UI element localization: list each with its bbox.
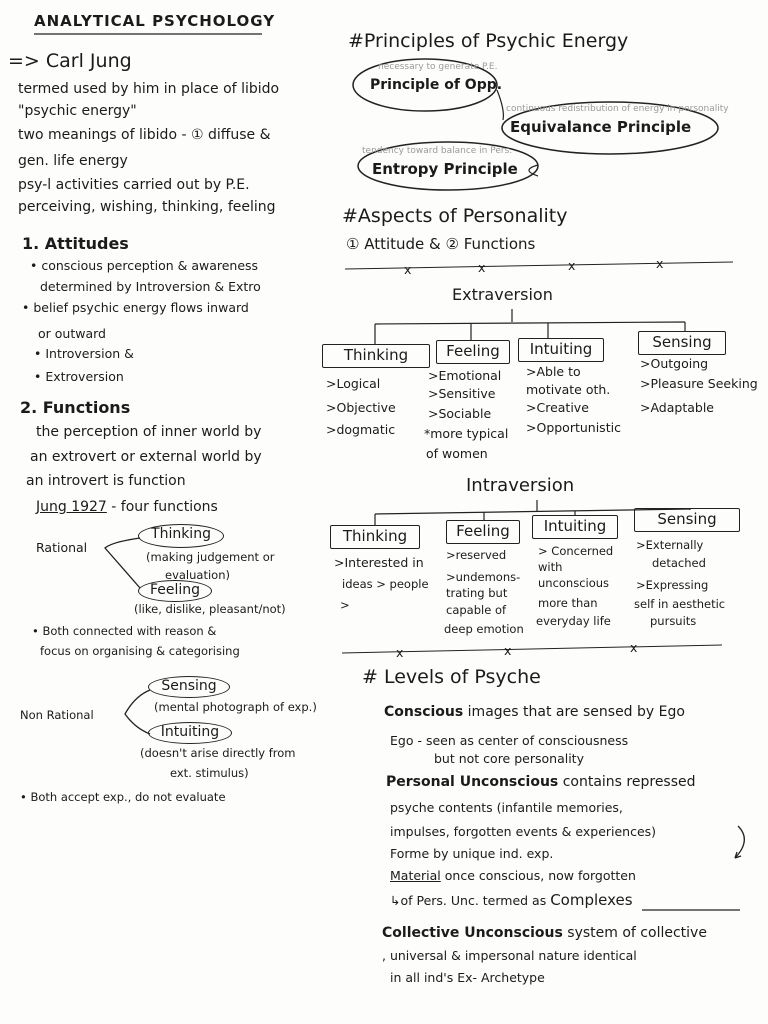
intra-thinking-trait: > — [340, 598, 350, 612]
functions-line: an introvert is function — [26, 473, 186, 489]
thinking-desc: evaluation) — [165, 568, 230, 582]
extra-intuiting-trait: >Able to — [526, 364, 581, 379]
attitudes-line: • Extroversion — [34, 369, 124, 384]
conscious-line: Conscious images that are sensed by Ego — [384, 704, 685, 720]
divider-mark: x — [630, 640, 638, 655]
intuiting-desc: (doesn't arise directly from — [140, 746, 296, 760]
intra-sensing-trait: >Expressing — [636, 578, 709, 592]
divider-mark: x — [568, 258, 576, 273]
aspects-line: ① Attitude & ② Functions — [346, 235, 536, 253]
thinking-oval: Thinking — [138, 524, 224, 548]
extra-intuiting-trait: motivate oth. — [526, 382, 611, 397]
intra-intuiting-trait: more than — [538, 596, 598, 610]
rational-label: Rational — [36, 540, 88, 555]
extra-thinking-trait: >Logical — [326, 376, 381, 391]
intuiting-oval: Intuiting — [148, 722, 232, 744]
intra-thinking-box: Thinking — [330, 525, 420, 549]
material-line: Material once conscious, now forgotten — [390, 868, 636, 883]
ego-line: but not core personality — [434, 751, 584, 766]
extra-feeling-trait: *more typical — [424, 426, 509, 441]
divider-mark: x — [396, 645, 404, 660]
intra-intuiting-trait: unconscious — [538, 576, 610, 590]
extra-sensing-trait: >Outgoing — [640, 356, 709, 371]
intro-line: two meanings of libido - ① diffuse & — [18, 127, 271, 143]
attitudes-line: determined by Introversion & Extro — [40, 279, 261, 294]
intro-line: psy-l activities carried out by P.E. — [18, 177, 250, 193]
principle-equivalence: Equivalance Principle — [510, 118, 692, 136]
intro-line: termed used by him in place of libido — [18, 81, 280, 97]
intra-sensing-trait: >Externally — [636, 538, 704, 552]
extraversion-title: Extraversion — [452, 285, 553, 304]
intro-line: perceiving, wishing, thinking, feeling — [18, 199, 276, 215]
extra-feeling-trait: >Emotional — [428, 368, 502, 383]
personal-line: Forme by unique ind. exp. — [390, 846, 554, 861]
intra-feeling-box: Feeling — [446, 520, 520, 544]
rational-note: • Both connected with reason & — [32, 624, 217, 638]
functions-heading: 2. Functions — [20, 398, 131, 417]
intra-feeling-trait: capable of — [446, 603, 507, 617]
sensing-desc: (mental photograph of exp.) — [154, 700, 317, 714]
intra-feeling-trait: >undemons- — [446, 570, 521, 584]
attitudes-line: or outward — [38, 326, 106, 341]
principle-note: necessary to generate P.E. — [378, 62, 498, 72]
principle-opposites: Principle of Opp. — [370, 77, 503, 93]
intuiting-desc: ext. stimulus) — [170, 766, 249, 780]
intra-intuiting-trait: everyday life — [536, 614, 611, 628]
extra-thinking-box: Thinking — [322, 344, 430, 368]
intro-line: gen. life energy — [18, 153, 128, 169]
principle-entropy: Entropy Principle — [372, 160, 518, 178]
rational-note: focus on organising & categorising — [40, 644, 240, 658]
personal-line: psyche contents (infantile memories, — [390, 800, 623, 815]
intro-line: "psychic energy" — [18, 103, 137, 119]
intra-intuiting-trait: with — [538, 560, 563, 574]
functions-line: the perception of inner world by — [36, 424, 262, 440]
collective-unconscious-line: Collective Unconscious system of collective — [382, 925, 707, 941]
author-heading: => Carl Jung — [8, 50, 132, 72]
feeling-oval: Feeling — [138, 580, 212, 602]
divider-mark: x — [478, 260, 486, 275]
personal-unconscious-line: Personal Unconscious contains repressed — [386, 774, 696, 790]
personal-line: impulses, forgotten events & experiences) — [390, 824, 657, 839]
extra-feeling-trait: of women — [426, 446, 488, 461]
complexes-line: ↳of Pers. Unc. termed as Complexes — [390, 891, 633, 909]
extra-thinking-trait: >Objective — [326, 400, 396, 415]
page-title: ANALYTICAL PSYCHOLOGY — [34, 12, 276, 30]
divider-mark: x — [504, 643, 512, 658]
levels-heading: # Levels of Psyche — [362, 666, 541, 688]
intra-sensing-trait: detached — [652, 556, 706, 570]
jung-line: Jung 1927 - four functions — [36, 499, 218, 515]
extra-thinking-trait: >dogmatic — [326, 422, 396, 437]
extra-intuiting-box: Intuiting — [518, 338, 604, 362]
feeling-desc: (like, dislike, pleasant/not) — [134, 602, 286, 616]
extra-sensing-box: Sensing — [638, 331, 726, 355]
nonrational-label: Non Rational — [20, 708, 94, 722]
attitudes-line: • conscious perception & awareness — [30, 258, 259, 273]
intra-feeling-trait: trating but — [446, 586, 508, 600]
intraversion-title: Intraversion — [466, 475, 575, 496]
intra-intuiting-box: Intuiting — [532, 515, 618, 539]
sensing-oval: Sensing — [148, 676, 230, 698]
divider-mark: x — [656, 256, 664, 271]
extra-sensing-trait: >Pleasure Seeking — [640, 376, 758, 391]
collective-line: , universal & impersonal nature identical — [382, 948, 637, 963]
intra-feeling-trait: deep emotion — [444, 622, 524, 636]
attitudes-heading: 1. Attitudes — [22, 234, 129, 253]
extra-feeling-trait: >Sensitive — [428, 386, 496, 401]
intra-sensing-trait: pursuits — [650, 614, 697, 628]
functions-line: an extrovert or external world by — [30, 449, 262, 465]
nonrational-note: • Both accept exp., do not evaluate — [20, 790, 226, 804]
principle-note: continuous redistribution of energy in personality — [506, 104, 729, 114]
aspects-heading: #Aspects of Personality — [342, 205, 568, 227]
extra-intuiting-trait: >Creative — [526, 400, 589, 415]
extra-feeling-box: Feeling — [436, 340, 510, 364]
principle-note: tendency toward balance in Pers. — [362, 146, 513, 156]
intra-thinking-trait: ideas > people — [342, 577, 429, 591]
collective-line: in all ind's Ex- Archetype — [390, 970, 545, 985]
principles-heading: #Principles of Psychic Energy — [348, 30, 629, 52]
intra-feeling-trait: >reserved — [446, 548, 507, 562]
divider-mark: x — [404, 262, 412, 277]
intra-sensing-trait: self in aesthetic — [634, 597, 726, 611]
extra-intuiting-trait: >Opportunistic — [526, 420, 621, 435]
intra-thinking-trait: >Interested in — [334, 555, 424, 570]
thinking-desc: (making judgement or — [146, 550, 275, 564]
intra-intuiting-trait: > Concerned — [538, 544, 614, 558]
extra-feeling-trait: >Sociable — [428, 406, 492, 421]
intra-sensing-box: Sensing — [634, 508, 740, 532]
attitudes-line: • Introversion & — [34, 346, 134, 361]
attitudes-line: • belief psychic energy flows inward — [22, 300, 249, 315]
ego-line: Ego - seen as center of consciousness — [390, 733, 629, 748]
extra-sensing-trait: >Adaptable — [640, 400, 714, 415]
